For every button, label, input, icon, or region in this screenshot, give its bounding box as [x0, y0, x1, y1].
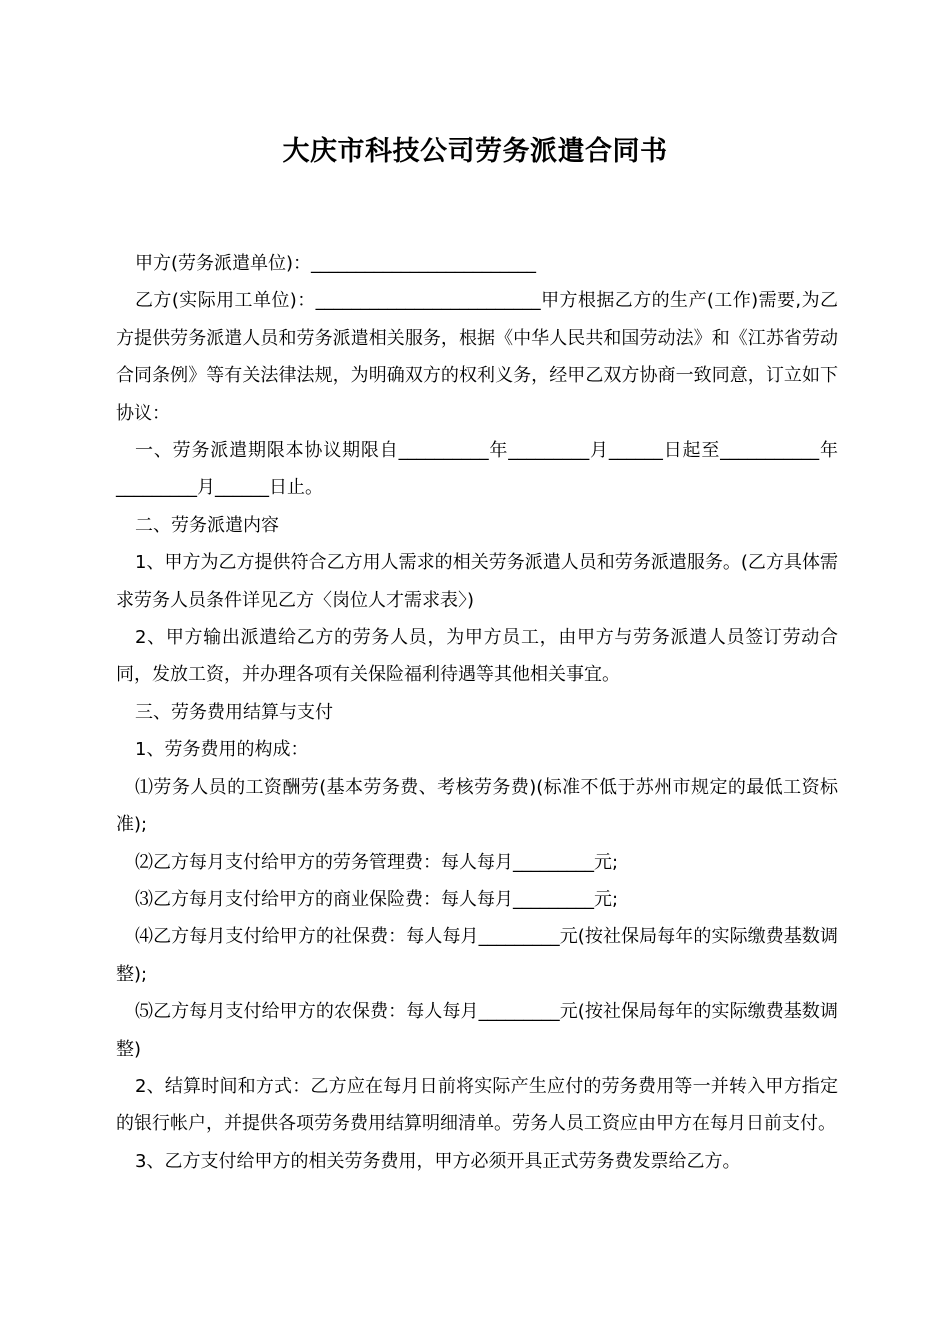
fee-item-4: ⑷乙方每月支付给甲方的社保费：每人每月_________元(按社保局每年的实际缴费基数调整);: [116, 926, 838, 985]
clause-3-2: 2、结算时间和方式：乙方应在每月日前将实际产生应付的劳务费用等一并转入甲方指定的银行帐户，并提供各项劳务费用结算明细清单。劳务人员工资应由甲方在每月日前支付。: [116, 1075, 838, 1135]
document-title: 大庆市科技公司劳务派遣合同书: [282, 136, 668, 167]
section-3-heading: 三、劳务费用结算与支付: [135, 701, 333, 723]
clause-3-3: 3、乙方支付给甲方的相关劳务费用，甲方必须开具正式劳务费发票给乙方。: [135, 1150, 741, 1172]
fee-item-5: ⑸乙方每月支付给甲方的农保费：每人每月_________元(按社保局每年的实际缴费基数调整): [116, 1001, 838, 1060]
party-a-line: 甲方(劳务派遣单位)：_________________________: [135, 253, 537, 274]
section-1-term: 一、劳务派遣期限本协议期限自__________年_________月______日起至___________年_________月______日止。: [116, 440, 838, 499]
fee-item-1: ⑴劳务人员的工资酬劳(基本劳务费、考核劳务费)(标准不低于苏州市规定的最低工资标准);: [116, 776, 838, 836]
fee-item-3: ⑶乙方每月支付给甲方的商业保险费：每人每月_________元;: [135, 888, 619, 910]
document-body: [116, 245, 838, 1180]
clause-2-1: 1、甲方为乙方提供符合乙方用人需求的相关劳务派遣人员和劳务派遣服务。(乙方具体需求劳务人员条件详见乙方〈岗位人才需求表〉): [116, 552, 838, 611]
clause-2-2: 2、甲方输出派遣给乙方的劳务人员，为甲方员工，由甲方与劳务派遣人员签订劳动合同，发放工资，并办理各项有关保险福利待遇等其他相关事宜。: [116, 627, 838, 686]
fee-item-2: ⑵乙方每月支付给甲方的劳务管理费：每人每月_________元;: [135, 851, 619, 873]
clause-3-1: 1、劳务费用的构成：: [135, 739, 309, 761]
party-b-preamble: 乙方(实际用工单位)：_________________________甲方根据乙方的生产(工作)需要,为乙方提供劳务派遣人员和劳务派遣相关服务，根据《中华人民共和国劳动法》和《江苏省劳动合同条例》等有关法律法规，为明确双方的权利义务，经甲乙双方协商一致同意，订立如下协议：: [116, 290, 838, 424]
section-2-heading: 二、劳务派遣内容: [135, 514, 279, 536]
